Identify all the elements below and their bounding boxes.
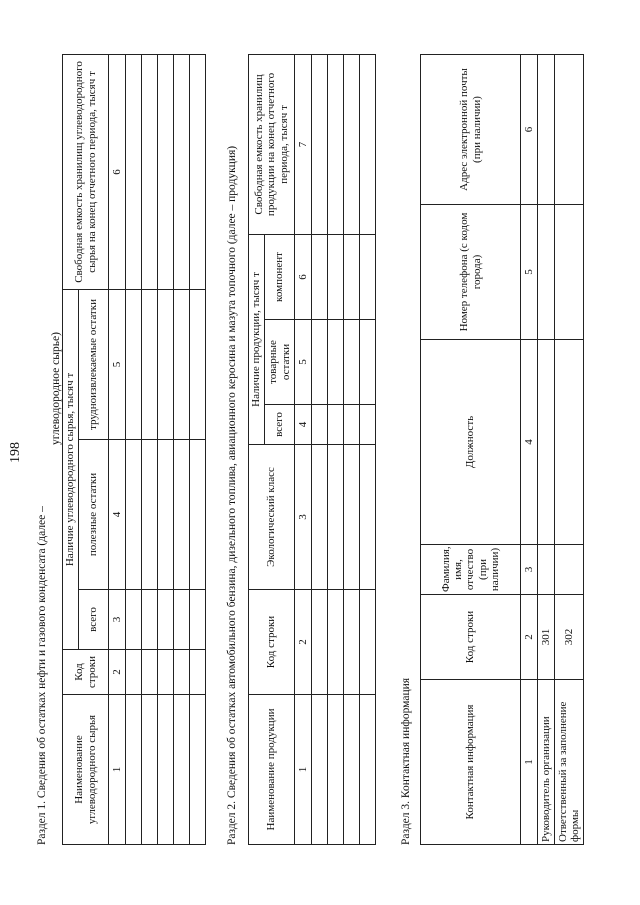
s3-col-number: 3 bbox=[521, 545, 538, 595]
section-2-table bbox=[248, 54, 376, 845]
s2-header-capacity: Свободная емкость хранилищ продукции на конец отчетного периода, тысяч т bbox=[249, 54, 295, 234]
s3-header-code: Код строки bbox=[421, 595, 521, 680]
s2-header-component: компонент bbox=[265, 234, 295, 319]
s2-empty-row bbox=[360, 54, 376, 844]
s1-header-availability: Наличие углеводородного сырья, тысяч т bbox=[63, 289, 79, 649]
s3-row-code: 301 bbox=[538, 595, 555, 680]
s2-header-code: Код строки bbox=[249, 590, 295, 695]
s3-row-label: Ответственный за заполнение формы bbox=[555, 680, 584, 845]
s2-header-name: Наименование продукции bbox=[249, 695, 295, 845]
s2-col-number: 4 bbox=[295, 405, 312, 445]
s1-empty-row bbox=[190, 54, 206, 844]
s1-empty-row bbox=[158, 54, 174, 844]
s3-col-number: 5 bbox=[521, 205, 538, 340]
s3-cell bbox=[555, 340, 584, 545]
s1-empty-row bbox=[142, 54, 158, 844]
s2-header-commodity: товарные остатки bbox=[265, 320, 295, 405]
s1-empty-row bbox=[174, 54, 190, 844]
s1-col-number: 3 bbox=[109, 590, 126, 650]
s3-cell bbox=[538, 340, 555, 545]
s1-col-number: 4 bbox=[109, 440, 126, 590]
s3-cell bbox=[538, 205, 555, 340]
s2-header-eco: Экологический класс bbox=[249, 445, 295, 590]
s1-header-capacity: Свободная емкость хранилищ углеводородного сырья на конец отчетного периода, тысяч т bbox=[63, 54, 109, 289]
s1-header-name: Наименование углеводородного сырья bbox=[63, 695, 109, 845]
s2-col-number: 6 bbox=[295, 234, 312, 319]
s3-col-number: 1 bbox=[521, 680, 538, 845]
s1-empty-row bbox=[126, 54, 142, 844]
section-1-table bbox=[62, 54, 206, 845]
s3-header-contact: Контактная информация bbox=[421, 680, 521, 845]
s3-cell bbox=[538, 545, 555, 595]
s3-row-responsible bbox=[555, 55, 584, 845]
s3-cell bbox=[555, 55, 584, 205]
s3-cell bbox=[555, 205, 584, 340]
s1-header-useful: полезные остатки bbox=[79, 440, 109, 590]
s2-header-availability: Наличие продукции, тысяч т bbox=[249, 234, 265, 444]
s2-empty-row bbox=[344, 54, 360, 844]
s3-row-head bbox=[538, 55, 555, 845]
s3-col-number: 6 bbox=[521, 55, 538, 205]
s3-cell bbox=[555, 545, 584, 595]
s3-header-fio: Фамилия, имя, отчество (при наличии) bbox=[421, 545, 521, 595]
section-1-title: Раздел 1. Сведения об остатках нефти и газового конденсата (далее – bbox=[36, 506, 48, 845]
s1-col-number: 5 bbox=[109, 289, 126, 439]
s1-col-number: 2 bbox=[109, 650, 126, 695]
s1-header-hard: трудноизвлекаемые остатки bbox=[79, 289, 109, 439]
section-1-title-continuation: углеводородное сырье) bbox=[50, 332, 62, 445]
page-number: 198 bbox=[8, 442, 23, 463]
s2-col-number: 1 bbox=[295, 695, 312, 845]
s3-row-code: 302 bbox=[555, 595, 584, 680]
s2-empty-row bbox=[328, 54, 344, 844]
s1-col-number: 1 bbox=[109, 695, 126, 845]
s3-header-position: Должность bbox=[421, 340, 521, 545]
section-2-title: Раздел 2. Сведения об остатках автомобильного бензина, дизельного топлива, авиационного керосина и мазута топочного (далее – продукция) bbox=[226, 145, 238, 845]
s2-col-number: 5 bbox=[295, 320, 312, 405]
s3-row-label: Руководитель организации bbox=[538, 680, 555, 845]
s2-col-number: 7 bbox=[295, 54, 312, 234]
s3-header-phone: Номер телефона (с кодом города) bbox=[421, 205, 521, 340]
s2-col-number: 3 bbox=[295, 445, 312, 590]
section-3-table bbox=[420, 54, 584, 845]
s1-header-total: всего bbox=[79, 590, 109, 650]
s2-col-number: 2 bbox=[295, 590, 312, 695]
s3-col-number: 4 bbox=[521, 340, 538, 545]
s2-empty-row bbox=[312, 54, 328, 844]
s3-cell bbox=[538, 55, 555, 205]
s3-header-email: Адрес электронной почты (при наличии) bbox=[421, 55, 521, 205]
section-3-title: Раздел 3. Контактная информация bbox=[400, 677, 412, 845]
s1-col-number: 6 bbox=[109, 54, 126, 289]
s1-header-code: Код строки bbox=[63, 650, 109, 695]
s3-col-number: 2 bbox=[521, 595, 538, 680]
s2-header-total: всего bbox=[265, 405, 295, 445]
